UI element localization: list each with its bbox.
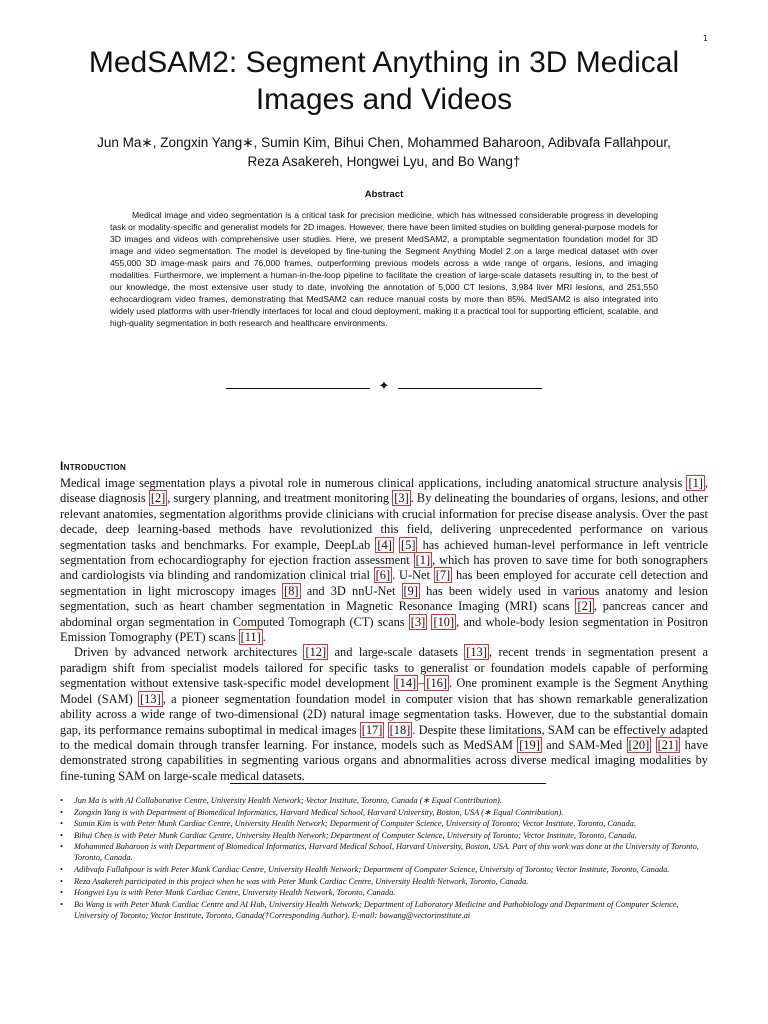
citation-link[interactable]: [13]	[466, 645, 487, 660]
separator-star-icon: ✦	[378, 379, 390, 394]
citation-link[interactable]: [1]	[415, 553, 431, 568]
citation-link[interactable]: [2]	[577, 599, 592, 614]
body-text-run: –	[418, 676, 425, 691]
citation-link[interactable]: [13]	[140, 691, 161, 706]
footnote-item: • Zongxin Yang is with Department of Biomedical Informatics, Harvard Medical School, Harvard University, Boston, USA (∗ Equal Contribution).	[60, 807, 708, 818]
citation-link[interactable]: [11]	[240, 630, 261, 645]
body-text-run: , recent trends in segmentation present a paradigm shift from specialist models tailored for specific tasks to generalist or foundation models capable of performing segmentation without extensive task-specific model development	[60, 645, 708, 691]
body-text-run: , which has proven to save time for both sonographers and cardiologists via blinding and randomization clinical trial	[60, 553, 708, 583]
section-heading-introduction: Introduction	[60, 459, 127, 473]
body-text-run: , pancreas cancer and abdominal organ segmentation in Computed Tomograph (CT) scans	[60, 599, 709, 629]
page-number: 1	[702, 34, 708, 43]
footnote-item: • Jun Ma is with AI Collaborative Centre, University Health Network; Vector Institute, Toronto, Canada (∗ Equal Contribution).	[60, 795, 708, 806]
citation-link[interactable]: [19]	[519, 737, 540, 752]
citation-link[interactable]: [18]	[389, 722, 411, 737]
citation-link[interactable]: [5]	[401, 537, 416, 552]
footnote-list	[60, 795, 708, 921]
body-text-run: . Despite these limitations, SAM can be effectively adapted to the medical domain through transfer learning. For instance, models such as MedSAM	[60, 722, 708, 752]
footnote-item: • Sumin Kim is with Peter Munk Cardiac Centre, University Health Network; Department of Computer Science, University of Toronto; Vector Institute, Toronto, Canada.	[60, 818, 708, 829]
footnote-item: • Bo Wang is with Peter Munk Cardiac Centre and AI Hub, University Health Network; Department of Laboratory Medicine and Pathobiology and Department of Computer Science, University of Toronto; Vector Institute, Toronto, Canada(†Corresponding Author). E-mail: bowang@vectorinstitute.ai	[60, 899, 708, 921]
body-text-run: has achieved human-level performance in left ventricle segmentation from echocardiography for ejection fraction assessment	[60, 537, 709, 568]
abstract-heading: Abstract	[364, 189, 404, 200]
citation-link[interactable]: [3]	[394, 491, 409, 506]
body-text-run: has been widely used in various anatomy and lesion segmentation, such as heart chamber segmentation in Magnetic Resonance Imaging (MRI) scans	[60, 583, 708, 614]
citation-link[interactable]: [3]	[410, 614, 426, 629]
section-separator	[226, 381, 542, 395]
body-text-run: , a pioneer segmentation foundation model in computer vision that has shown remarkable generalization ability across a wide range of two-dimensional (2D) natural image segmentation tasks. However, due to the substantial domain gap, its performance remains suboptimal in medical images	[60, 691, 708, 737]
citation-link[interactable]: [1]	[688, 476, 703, 490]
paper-title	[60, 44, 708, 118]
title-line-1: MedSAM2: Segment Anything in 3D Medical	[88, 46, 680, 79]
citation-link[interactable]: [12]	[305, 645, 327, 660]
citation-link[interactable]: [20]	[628, 737, 650, 752]
body-text-run: Medical image segmentation plays a pivotal role in numerous clinical applications, including anatomical structure analysis	[60, 476, 687, 490]
citation-link[interactable]: [8]	[284, 583, 299, 598]
footnote-item: • Bihui Chen is with Peter Munk Cardiac Centre, University Health Network; Department of Computer Science, University of Toronto; Vector Institute, Toronto, Canada.	[60, 830, 708, 841]
citation-link[interactable]: [6]	[375, 568, 391, 583]
body-text-run: and SAM-Med	[541, 737, 627, 752]
citation-link[interactable]: [2]	[150, 491, 166, 506]
body-paragraph	[60, 645, 708, 784]
body-text-run: and 3D nnU-Net	[300, 583, 402, 598]
body-text-run: have demonstrated strong capabilities in segmenting various organs and abnormalities across diverse medical imaging modalities by fine-tuning SAM on large-scale medical datasets.	[60, 737, 708, 783]
body-text-run: , and whole-body lesion segmentation in Positron Emission Tomography (PET) scans	[60, 614, 709, 645]
body-text-run: and large-scale datasets	[328, 645, 465, 660]
body-text-run: .	[262, 630, 266, 645]
footnote-item: • Reza Asakereh participated in this project when he was with Peter Munk Cardiac Centre, University Health Network, Toronto, Canada.	[60, 876, 708, 887]
footnote-rule	[230, 783, 546, 784]
body-text-run: . By delineating the boundaries of organs, lesions, and other relevant anatomies, segmentation algorithms provide clinicians with crucial information for precise disease analysis. Over the past decade, deep learning-based methods have revolutionized this field, delivering unprecedented performance on various segmentation tasks and benchmarks. For example, DeepLab	[60, 491, 709, 552]
body-paragraph	[60, 476, 708, 645]
authors-line-1: Jun Ma∗, Zongxin Yang∗, Sumin Kim, Bihui Chen, Mohammed Baharoon, Adibvafa Fallahpour,	[97, 135, 671, 150]
citation-link[interactable]: [10]	[433, 614, 455, 629]
separator-line-right	[398, 388, 542, 389]
body-text-run: , disease diagnosis	[60, 476, 708, 506]
citation-link[interactable]: [21]	[657, 737, 679, 752]
abstract-text: Medical image and video segmentation is a critical task for precision medicine, which has witnessed considerable progress in developing task or modality-specific and generalist models for 2D images. However, there have been limited studies on building general-purpose models for 3D images and videos with comprehensive user studies. Here, we present MedSAM2, a promptable segmentation foundation model for 3D image and video segmentation. The model is developed by fine-tuning the Segment Anything Model 2 on a large medical dataset with over 455,000 3D image-mask pairs and 76,000 frames, outperforming previous models across a wide range of organs, lesions, and imaging modalities. Furthermore, we implement a human-in-the-loop pipeline to facilitate the creation of large-scale datasets resulting in, to the best of our knowledge, the most extensive user study to date, involving the annotation of 5,000 CT lesions, 3,984 liver MRI lesions, and 251,550 echocardiogram video frames, demonstrating that MedSAM2 can reduce manual costs by more than 85%. MedSAM2 is also integrated into widely used platforms with user-friendly interfaces for local and cloud deployment, making it a practical tool for supporting efficient, scalable, and high-quality segmentation in both research and healthcare environments.	[110, 210, 658, 328]
footnote-item: • Mohammed Baharoon is with Department of Biomedical Informatics, Harvard Medical School, Harvard University, Boston, USA. Part of this work was done at the University of Toronto, Toronto, Canada.	[60, 841, 708, 863]
citation-link[interactable]: [14]	[395, 676, 417, 691]
authors-line-2: Reza Asakereh, Hongwei Lyu, and Bo Wang†	[247, 154, 521, 169]
body-text-run: Driven by advanced network architectures	[74, 645, 304, 660]
body-text-run: , surgery planning, and treatment monitoring	[167, 491, 393, 506]
citation-link[interactable]: [9]	[403, 583, 418, 598]
introduction-body	[60, 476, 708, 784]
body-text-run: . U-Net	[392, 568, 434, 583]
title-line-2: Images and Videos	[255, 83, 513, 116]
citation-link[interactable]: [16]	[426, 676, 448, 691]
footnote-item: • Adibvafa Fallahpour is with Peter Munk Cardiac Centre, University Health Network; Department of Computer Science, University of Toronto; Vector Institute, Toronto, Canada.	[60, 864, 708, 875]
citation-link[interactable]: [4]	[377, 537, 392, 552]
separator-line-left	[226, 388, 370, 389]
citation-link[interactable]: [17]	[361, 722, 383, 737]
footnote-item: • Hongwei Lyu is with Peter Munk Cardiac Centre, University Health Network, Toronto, Canada.	[60, 887, 708, 898]
author-list	[60, 133, 708, 171]
body-text-run: . One prominent example is the Segment Anything Model (SAM)	[60, 676, 708, 706]
body-text-run: has been employed for accurate cell detection and segmentation in light microscopy images	[60, 568, 708, 598]
citation-link[interactable]: [7]	[435, 568, 451, 583]
